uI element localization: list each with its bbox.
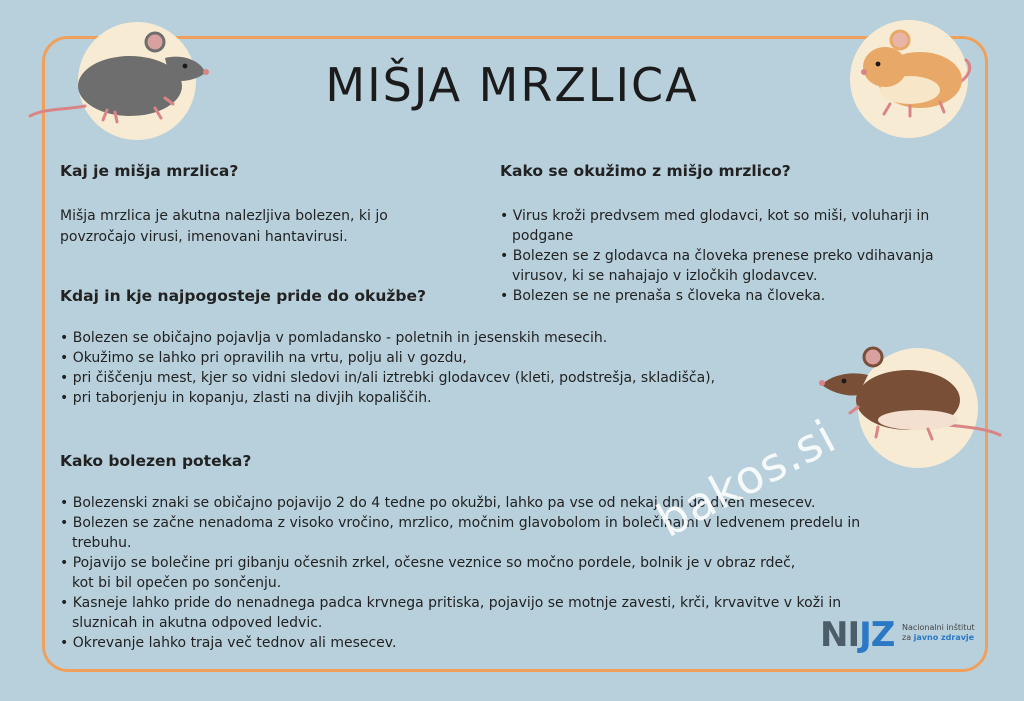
list-item: • Bolezen se običajno pojavlja v pomladansko - poletnih in jesenskih mesecih. — [60, 328, 760, 348]
what-text-line1: Mišja mrzlica je akutna nalezljiva bolezen, ki jo — [60, 208, 388, 224]
list-item: • Okrevanje lahko traja več tednov ali mesecev. — [60, 633, 900, 653]
list-item: • Bolezenski znaki se običajno pojavijo 2 do 4 tedne po okužbi, lahko pa vse od nekaj dni do dveh mesecev. — [60, 493, 900, 513]
infection-list — [500, 206, 980, 306]
course-list — [60, 493, 900, 653]
nijz-logo — [820, 615, 975, 655]
logo-subtitle — [902, 623, 992, 643]
heading-infection: Kako se okužimo z mišjo mrzlico? — [500, 162, 791, 180]
logo-letters-a: NI — [820, 615, 860, 655]
watermark: bakos.si — [648, 408, 845, 548]
list-item: • Pojavijo se bolečine pri gibanju očesnih zrkel, očesne veznice so močno pordele, bolnik je v obraz rdeč, kot bi bil opečen po sončenju. — [60, 553, 812, 593]
list-item: • Bolezen se ne prenaša s človeka na človeka. — [500, 286, 980, 306]
list-item: • Virus kroži predvsem med glodavci, kot so miši, voluharji in podgane — [500, 206, 980, 246]
logo-line2 — [902, 633, 992, 643]
page-title: MIŠJA MRZLICA — [325, 58, 699, 112]
list-item: • Kasneje lahko pride do nenadnega padca krvnega pritiska, pojavijo se motnje zavesti, krči, krvavitve v koži in sluznicah in akutna odpoved ledvic. — [60, 593, 892, 633]
when-list — [60, 328, 760, 408]
logo-letters-b: JZ — [859, 615, 895, 655]
list-item: • Bolezen se začne nenadoma z visoko vročino, mrzlico, močnim glavobolom in bolečinami v ledvenem predelu in trebuhu. — [60, 513, 900, 553]
logo-line2-b: javno zdravje — [913, 633, 975, 642]
list-item: • pri čiščenju mest, kjer so vidni sledovi in/ali iztrebki glodavcev (kleti, podstrešja, skladišča), — [60, 368, 760, 388]
brown-rat-icon — [818, 345, 1008, 445]
heading-what: Kaj je mišja mrzlica? — [60, 162, 239, 180]
what-text-line2: povzročajo virusi, imenovani hantavirusi. — [60, 229, 348, 245]
logo-line2-a: za — [902, 633, 914, 642]
list-item: • Bolezen se z glodavca na človeka prenese preko vdihavanja virusov, ki se nahajajo v izločkih glodavcev. — [500, 246, 972, 286]
logo-line1: Nacionalni inštitut — [902, 623, 975, 632]
heading-when: Kdaj in kje najpogosteje pride do okužbe? — [60, 287, 427, 305]
list-item: • pri taborjenju in kopanju, zlasti na divjih kopališčih. — [60, 388, 760, 408]
logo-letters — [820, 615, 894, 655]
heading-course: Kako bolezen poteka? — [60, 452, 252, 470]
list-item: • Okužimo se lahko pri opravilih na vrtu, polju ali v gozdu, — [60, 348, 760, 368]
